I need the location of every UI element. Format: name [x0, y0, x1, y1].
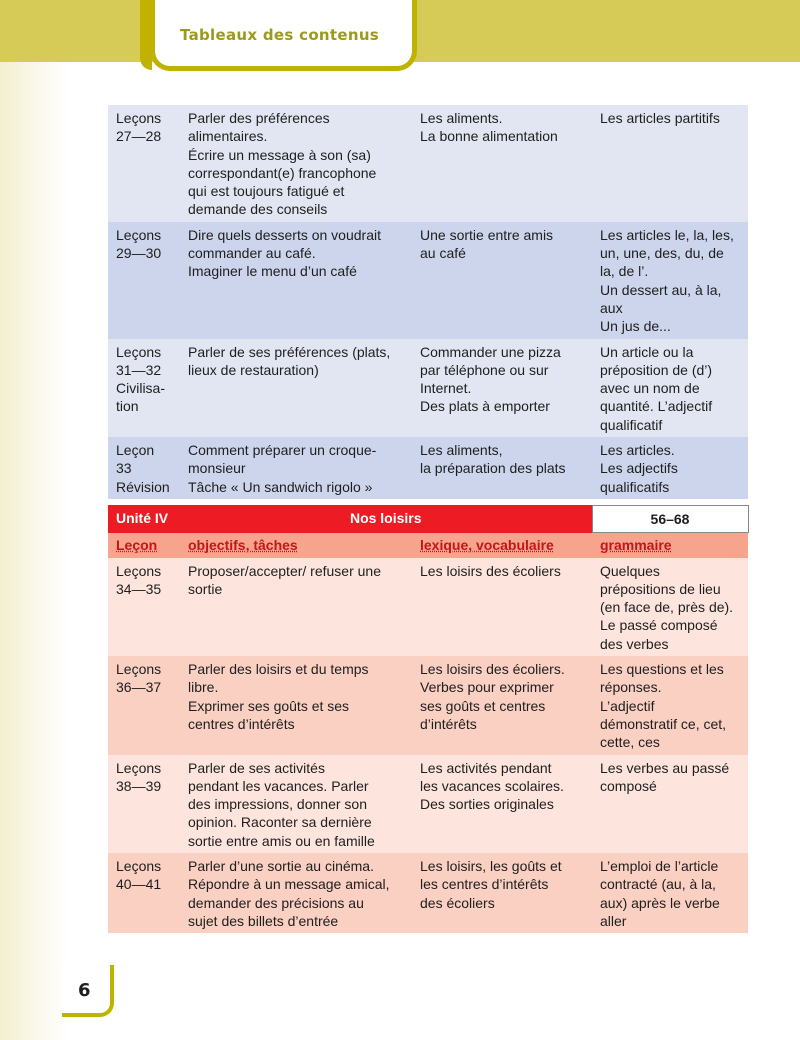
cell-line: avec un nom de — [600, 380, 700, 397]
cell-line: alimentaires. — [188, 128, 268, 145]
cell-line: lieux de restauration) — [188, 361, 319, 378]
cell-line: aller — [600, 912, 627, 929]
cell-line: 34—35 — [116, 580, 162, 597]
table-row — [108, 656, 748, 754]
cell-line: qui est toujours fatigué et — [188, 183, 345, 200]
cell-lesson — [108, 437, 180, 499]
cell-grammaire — [592, 222, 748, 339]
cell-line: tion — [116, 398, 139, 415]
cell-lesson — [108, 656, 180, 754]
cell-line: au café — [420, 245, 466, 262]
cell-line: sujet des billets d’entrée — [188, 912, 339, 929]
page-header-title: Tableaux des contenus — [180, 26, 380, 44]
cell-line: correspondant(e) francophone — [188, 164, 377, 181]
cell-line: Les verbes au passé — [600, 759, 730, 776]
unit-header-row — [108, 505, 748, 532]
cell-line: Civilisa- — [116, 380, 165, 397]
cell-line: les centres d’intérêts — [420, 876, 549, 893]
cell-line: pendant les vacances. Parler — [188, 777, 369, 794]
col-header-grammaire: grammaire — [592, 533, 748, 558]
cell-line: Des sorties originales — [420, 796, 554, 813]
unit-label: Unité IV — [108, 505, 180, 532]
cell-objectives — [180, 656, 412, 754]
cell-line: Un dessert au, à la, — [600, 281, 722, 298]
cell-line: un, une, des, du, de — [600, 245, 724, 262]
cell-line: réponses. — [600, 679, 662, 696]
cell-line: Parler des loisirs et du temps — [188, 661, 369, 678]
cell-line: Parler des préférences — [188, 110, 330, 126]
cell-grammaire — [592, 853, 748, 933]
cell-line: L’adjectif — [600, 697, 655, 714]
cell-line: L’emploi de l’article — [600, 857, 719, 874]
cell-line: Les articles. — [600, 442, 675, 459]
cell-line: préposition de (d’) — [600, 361, 713, 378]
cell-line: sortie — [188, 580, 223, 597]
cell-line: la préparation des plats — [420, 460, 566, 477]
cell-lexique — [412, 656, 592, 754]
cell-lexique — [412, 339, 592, 437]
cell-line: Les aliments, — [420, 442, 503, 459]
cell-line: centres d’intérêts — [188, 715, 295, 732]
cell-line: Répondre à un message amical, — [188, 876, 390, 893]
cell-line: qualificatif — [600, 416, 663, 433]
left-decor-strip — [0, 0, 70, 1040]
cell-line: Un jus de... — [600, 318, 671, 335]
cell-line: des verbes — [600, 635, 669, 652]
cell-line: demander des précisions au — [188, 894, 364, 911]
cell-line: monsieur — [188, 460, 246, 477]
cell-line: Tâche « Un sandwich rigolo » — [188, 478, 373, 495]
cell-line: d’intérêts — [420, 715, 477, 732]
contents-table — [108, 105, 749, 933]
cell-objectives — [180, 339, 412, 437]
cell-line: Quelques — [600, 562, 660, 579]
cell-lexique — [412, 105, 592, 222]
column-header-row — [108, 533, 748, 558]
cell-line: Les articles le, la, les, — [600, 226, 734, 243]
cell-line: quantité. L’adjectif — [600, 398, 713, 415]
cell-line: Leçons — [116, 661, 162, 678]
cell-lesson — [108, 105, 180, 222]
cell-line: contracté (au, à la, — [600, 876, 716, 893]
cell-line: Leçons — [116, 759, 162, 776]
cell-line: composé — [600, 777, 657, 794]
cell-line: Des plats à emporter — [420, 398, 550, 415]
cell-grammaire — [592, 339, 748, 437]
cell-line: Dire quels desserts on voudrait — [188, 226, 381, 243]
cell-line: démonstratif ce, cet, — [600, 715, 727, 732]
page-number: 6 — [78, 980, 91, 1001]
cell-line: aux) après le verbe — [600, 894, 720, 911]
cell-grammaire — [592, 105, 748, 222]
cell-objectives — [180, 222, 412, 339]
cell-lexique — [412, 755, 592, 853]
unit-title: Nos loisirs — [180, 505, 592, 532]
cell-line: Écrire un message à son (sa) — [188, 146, 371, 163]
cell-line: Les activités pendant — [420, 759, 552, 776]
cell-grammaire — [592, 558, 748, 656]
cell-lesson — [108, 558, 180, 656]
cell-line: prépositions de lieu — [600, 580, 721, 597]
cell-line: libre. — [188, 679, 219, 696]
col-header-lesson: Leçon — [108, 533, 180, 558]
cell-line: La bonne alimentation — [420, 128, 558, 145]
cell-lexique — [412, 853, 592, 933]
table-row — [108, 105, 748, 222]
cell-line: sortie entre amis ou en famille — [188, 832, 375, 849]
table-row — [108, 339, 748, 437]
cell-grammaire — [592, 656, 748, 754]
cell-line: aux — [600, 299, 623, 316]
cell-line: Comment préparer un croque- — [188, 442, 377, 459]
cell-line: les vacances scolaires. — [420, 777, 564, 794]
cell-objectives — [180, 105, 412, 222]
table-row — [108, 755, 748, 853]
cell-line: commander au café. — [188, 245, 316, 262]
cell-line: 29—30 — [116, 245, 162, 262]
cell-line: Leçons — [116, 562, 162, 579]
cell-line: Verbes pour exprimer — [420, 679, 554, 696]
cell-line: 33 — [116, 460, 132, 477]
cell-objectives — [180, 437, 412, 499]
cell-line: 36—37 — [116, 679, 162, 696]
cell-line: Commander une pizza — [420, 343, 561, 360]
cell-line: Révision — [116, 478, 170, 495]
cell-objectives — [180, 558, 412, 656]
col-header-lexique: lexique, vocabulaire — [412, 533, 592, 558]
cell-line: qualificatifs — [600, 478, 670, 495]
cell-line: Les aliments. — [420, 110, 503, 126]
cell-line: (en face de, près de). — [600, 599, 734, 616]
cell-objectives — [180, 755, 412, 853]
cell-line: Imaginer le menu d’un café — [188, 263, 357, 280]
cell-line: cette, ces — [600, 734, 660, 751]
cell-line: Les questions et les — [600, 661, 724, 678]
table-row — [108, 222, 748, 339]
cell-line: Internet. — [420, 380, 472, 397]
cell-line: la, de l’. — [600, 263, 649, 280]
cell-line: des impressions, donner son — [188, 796, 367, 813]
cell-line: Parler d’une sortie au cinéma. — [188, 857, 374, 874]
cell-line: 40—41 — [116, 876, 162, 893]
cell-line: Leçons — [116, 226, 162, 243]
cell-line: Parler de ses préférences (plats, — [188, 343, 391, 360]
cell-line: Le passé composé — [600, 617, 718, 634]
cell-line: Leçon — [116, 442, 155, 459]
cell-line: Proposer/accepter/ refuser une — [188, 562, 381, 579]
cell-line: Les loisirs des écoliers. — [420, 661, 565, 678]
col-header-objectives: objectifs, tâches — [180, 533, 412, 558]
cell-line: Les loisirs des écoliers — [420, 562, 561, 579]
cell-line: Les loisirs, les goûts et — [420, 857, 562, 874]
cell-line: ses goûts et centres — [420, 697, 546, 714]
cell-line: Les adjectifs — [600, 460, 678, 477]
cell-line: Une sortie entre amis — [420, 226, 554, 243]
cell-lexique — [412, 437, 592, 499]
cell-lesson — [108, 755, 180, 853]
cell-grammaire — [592, 755, 748, 853]
cell-lesson — [108, 339, 180, 437]
cell-line: Parler de ses activités — [188, 759, 325, 776]
cell-lexique — [412, 222, 592, 339]
cell-objectives — [180, 853, 412, 933]
cell-grammaire — [592, 437, 748, 499]
cell-line: opinion. Raconter sa dernière — [188, 814, 372, 831]
cell-line: 31—32 — [116, 361, 162, 378]
table-row — [108, 853, 748, 933]
cell-line: Leçons — [116, 343, 162, 360]
cell-line: 38—39 — [116, 777, 162, 794]
cell-line: par téléphone ou sur — [420, 361, 549, 378]
cell-lesson — [108, 853, 180, 933]
cell-line: Exprimer ses goûts et ses — [188, 697, 350, 714]
table-row — [108, 437, 748, 499]
cell-line: des écoliers — [420, 894, 495, 911]
table-row — [108, 558, 748, 656]
cell-line: Un article ou la — [600, 343, 694, 360]
cell-line: Leçons — [116, 857, 162, 874]
cell-line: 27—28 — [116, 128, 162, 145]
cell-line: Leçons — [116, 110, 162, 126]
unit-pages: 56–68 — [592, 505, 748, 532]
cell-line: demande des conseils — [188, 201, 328, 218]
cell-lesson — [108, 222, 180, 339]
cell-lexique — [412, 558, 592, 656]
cell-line: Les articles partitifs — [600, 110, 720, 126]
